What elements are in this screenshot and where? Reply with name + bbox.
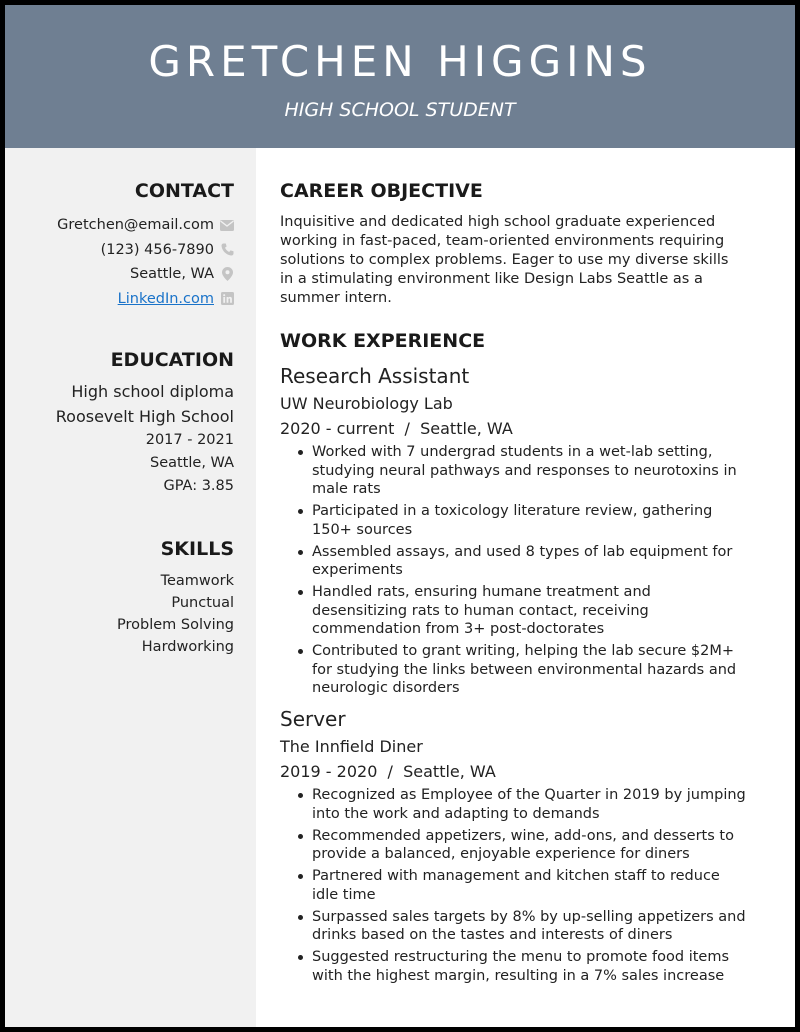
sidebar xyxy=(5,148,256,1027)
education-location: Seattle, WA xyxy=(149,455,234,471)
contact-email-text: Gretchen@email.com xyxy=(57,217,214,233)
education-gpa: GPA: 3.85 xyxy=(163,478,234,494)
location-pin-icon xyxy=(220,267,234,281)
candidate-name: GRETCHEN HIGGINS xyxy=(148,37,652,86)
education-school: Roosevelt High School xyxy=(55,406,234,426)
contact-section xyxy=(57,179,234,311)
contact-location-text: Seattle, WA xyxy=(129,266,214,282)
education-heading: EDUCATION xyxy=(110,349,234,371)
education-dates: 2017 - 2021 xyxy=(145,432,234,448)
list-item: Assembled assays, and used 8 types of lab equipment for experiments xyxy=(312,543,747,580)
list-item: Suggested restructuring the menu to promote food items with the highest margin, resulting in a 7% sales increase xyxy=(312,948,747,985)
skills-section xyxy=(117,537,234,658)
objective-text: Inquisitive and dedicated high school graduate experienced working in fast-paced, team-oriented environments requiring solutions to complex problems. Eager to use my diverse skills in a stimulating environment like Design Labs Seattle as a summer intern. xyxy=(280,214,729,306)
contact-phone-text: (123) 456-7890 xyxy=(100,241,214,258)
job-dates: 2020 - current / Seattle, WA xyxy=(280,419,513,438)
list-item: Recognized as Employee of the Quarter in 2019 by jumping into the work and adapting to demands xyxy=(312,787,746,822)
list-item: Surpassed sales targets by 8% by up-selling appetizers and drinks based on the tastes and interests of diners xyxy=(312,908,746,943)
skill-item: Punctual xyxy=(171,595,234,611)
linkedin-link[interactable]: LinkedIn.com xyxy=(117,290,214,307)
skills-heading: SKILLS xyxy=(160,538,234,560)
contact-heading: CONTACT xyxy=(134,180,234,202)
contact-location xyxy=(57,262,234,287)
job-dates: 2019 - 2020 / Seattle, WA xyxy=(280,762,496,781)
job-bullets xyxy=(280,443,747,701)
list-item: Participated in a toxicology literature review, gathering 150+ sources xyxy=(312,502,747,539)
envelope-icon xyxy=(220,218,234,232)
job-company: UW Neurobiology Lab xyxy=(280,394,453,413)
education-degree: High school diploma xyxy=(71,382,234,401)
experience-heading: WORK EXPERIENCE xyxy=(280,330,486,352)
job-company: The Innfield Diner xyxy=(280,737,423,756)
list-item: Contributed to grant writing, helping the lab secure $2M+ for studying the links between environmental hazards and neurologic disorders xyxy=(312,642,747,698)
job-title: Research Assistant xyxy=(280,364,470,388)
job-title: Server xyxy=(280,707,346,731)
contact-email xyxy=(57,213,234,238)
list-item: Recommended appetizers, wine, add-ons, and desserts to provide a balanced, enjoyable experience for diners xyxy=(312,827,747,864)
list-item: Worked with 7 undergrad students in a wet-lab setting, studying neural pathways and responses to neurotoxins in male rats xyxy=(312,443,747,499)
job-bullets xyxy=(280,786,747,989)
skill-item: Teamwork xyxy=(160,573,234,589)
skill-item: Hardworking xyxy=(141,639,234,655)
candidate-title: HIGH SCHOOL STUDENT xyxy=(284,99,516,121)
contact-phone xyxy=(57,238,234,263)
skill-item: Problem Solving xyxy=(117,617,234,633)
resume-header xyxy=(5,5,795,148)
linkedin-icon xyxy=(220,292,234,306)
objective-heading: CAREER OBJECTIVE xyxy=(280,180,483,202)
phone-icon xyxy=(220,243,234,257)
education-section xyxy=(56,348,234,498)
list-item: Partnered with management and kitchen staff to reduce idle time xyxy=(312,867,747,904)
contact-linkedin[interactable] xyxy=(57,287,234,312)
list-item: Handled rats, ensuring humane treatment and desensitizing rats to human contact, receiving commendation from 3+ post-doctorates xyxy=(312,583,747,639)
resume-page xyxy=(5,5,795,1027)
